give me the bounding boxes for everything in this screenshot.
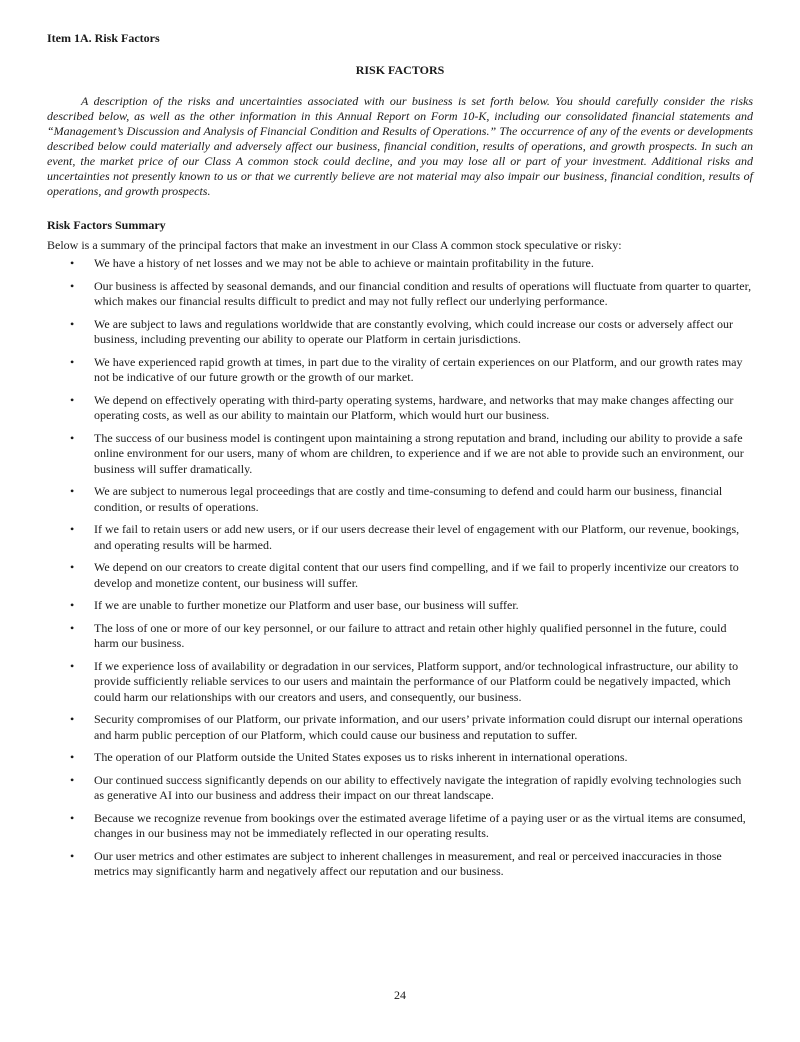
bullet-icon: • (70, 560, 75, 574)
page-number: 24 (394, 988, 406, 1002)
list-item (47, 522, 753, 553)
list-item-text: We depend on our creators to create digital content that our users find compelling, and if we fail to properly incentivize our creators to develop and monetize content, our business will suffer. (94, 560, 739, 590)
bullet-icon: • (70, 278, 75, 293)
list-item-text: Our business is affected by seasonal demands, and our financial condition and results of operations will fluctuate from quarter to quarter, which makes our financial results difficult to predict and may not fully reflect our underlying performance. (94, 278, 752, 308)
list-item-text: If we are unable to further monetize our Platform and user base, our business will suffer. (94, 598, 519, 612)
bullet-icon: • (70, 484, 75, 498)
intro-paragraph: A description of the risks and uncertainties associated with our business is set forth below. You should carefully consider the risks described below, as well as the other information in this Annual Report on Form 10-K, including our consolidated financial statements and “Management’s Discussion and Analysis of Financial Condition and Results of Operations.” The occurrence of any of the events or developments described below could materially and adversely affect our business, financial condition, results of operations, and growth prospects. In such an event, the market price of our Class A common stock could decline, and you may lose all or part of your investment. Additional risks and uncertainties not presently known to us or that we currently believe are not material may also impair our business, financial condition, results of operations, and growth prospects. (47, 94, 753, 198)
list-item (47, 849, 753, 880)
page-title: RISK FACTORS (355, 63, 445, 77)
bullet-icon: • (70, 848, 75, 863)
bullet-icon: • (70, 712, 75, 726)
list-item (47, 279, 753, 310)
risk-summary-list (47, 256, 753, 880)
list-item-text: We depend on effectively operating with third-party operating systems, hardware, and networks that may make changes affecting our operating costs, as well as our ability to maintain our Platform, which would hurt our business. (94, 392, 734, 422)
list-item-text: Security compromises of our Platform, our private information, and our users’ private information could disrupt our internal operations and harm public perception of our Platform, which could cause our business and reputation to suffer. (94, 712, 743, 742)
summary-heading: Risk Factors Summary (47, 218, 166, 232)
list-item-text: If we fail to retain users or add new users, or if our users decrease their level of engagement with our Platform, our revenue, bookings, and operating results will be harmed. (94, 522, 740, 552)
bullet-icon: • (70, 750, 75, 764)
list-item (47, 598, 753, 614)
list-item-text: Our user metrics and other estimates are subject to inherent challenges in measurement, and real or perceived inaccuracies in those metrics may significantly harm and negatively affect our reputation and our business. (94, 848, 722, 878)
list-item (47, 621, 753, 652)
section-heading: Item 1A. Risk Factors (47, 31, 160, 45)
list-item-text: If we experience loss of availability or degradation in our services, Platform support, and/or technological infrastructure, our ability to provide sufficiently reliable services to our users and maintain the performance of our Platform could be negatively impacted, which could harm our relationships with our creators and users, and consequently, our business. (94, 658, 739, 704)
list-item (47, 484, 753, 515)
list-item-text: Because we recognize revenue from bookings over the estimated average lifetime of a paying user or as the virtual items are consumed, changes in our business may not be immediately reflected in our operating results. (94, 810, 746, 840)
document-page (47, 30, 753, 887)
bullet-icon: • (70, 658, 75, 673)
list-item (47, 256, 753, 272)
list-item (47, 750, 753, 766)
list-item (47, 659, 753, 706)
list-item-text: We have a history of net losses and we may not be able to achieve or maintain profitability in the future. (94, 256, 594, 270)
list-item (47, 811, 753, 842)
list-item-text: We have experienced rapid growth at times, in part due to the virality of certain experiences on our Platform, and our growth rates may not be indicative of our future growth or the growth of our market. (94, 354, 743, 384)
list-item (47, 773, 753, 804)
bullet-icon: • (70, 354, 75, 369)
list-item (47, 431, 753, 478)
list-item-text: Our continued success significantly depends on our ability to effectively navigate the integration of rapidly evolving technologies such as generative AI into our business and address their impact on our threat landscape. (94, 772, 742, 802)
list-item-text: The loss of one or more of our key personnel, or our failure to attract and retain other highly qualified personnel in the future, could harm our business. (94, 620, 727, 650)
list-item (47, 355, 753, 386)
list-item (47, 393, 753, 424)
bullet-icon: • (70, 316, 75, 331)
bullet-icon: • (70, 810, 75, 825)
bullet-icon: • (70, 620, 75, 635)
bullet-icon: • (70, 522, 75, 536)
bullet-icon: • (70, 256, 75, 270)
summary-lead: Below is a summary of the principal factors that make an investment in our Class A common stock speculative or risky: (47, 238, 622, 252)
bullet-icon: • (70, 392, 75, 407)
bullet-icon: • (70, 598, 75, 612)
list-item-text: We are subject to laws and regulations worldwide that are constantly evolving, which could increase our costs or adversely affect our business, including preventing our ability to operate our Platform in certain jurisdictions. (94, 316, 733, 346)
list-item-text: The operation of our Platform outside the United States exposes us to risks inherent in international operations. (94, 750, 628, 764)
list-item-text: We are subject to numerous legal proceedings that are costly and time-consuming to defend and could harm our business, financial condition, or results of operations. (94, 484, 723, 514)
bullet-icon: • (70, 430, 75, 445)
list-item-text: The success of our business model is contingent upon maintaining a strong reputation and brand, including our ability to provide a safe online environment for our users, many of whom are children, to experience and if we are not able to provide such an environment, our business will suffer dramatically. (94, 430, 744, 476)
list-item (47, 560, 753, 591)
list-item (47, 317, 753, 348)
bullet-icon: • (70, 772, 75, 787)
list-item (47, 712, 753, 743)
